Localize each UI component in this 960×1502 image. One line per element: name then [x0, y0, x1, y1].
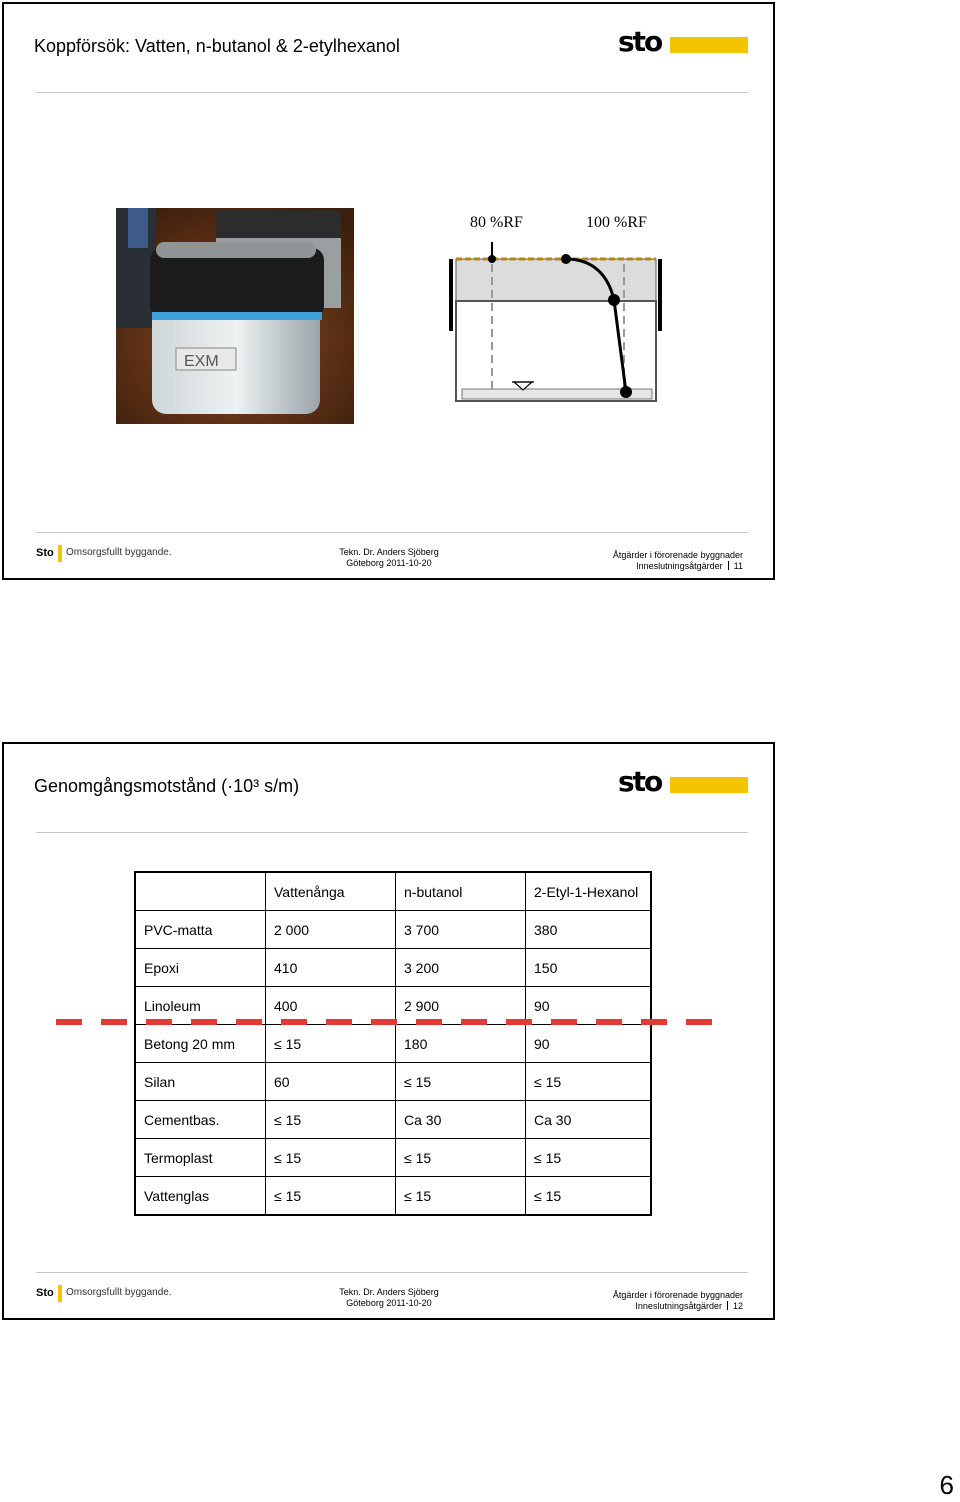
footer-place-date: Göteborg 2011-10-20: [346, 558, 432, 568]
footer-slogan: Omsorgsfullt byggande.: [66, 547, 172, 558]
slide-title: Koppförsök: Vatten, n-butanol & 2-etylhexanol: [34, 36, 400, 56]
table-row: [135, 949, 651, 987]
table-cell: PVC-matta: [135, 911, 266, 949]
moisture-profile-diagram: [442, 204, 672, 414]
footer-divider: [36, 532, 748, 533]
threshold-dashed-line: [56, 1019, 718, 1025]
label-100-rf: 100 %RF: [586, 214, 647, 231]
sto-logo: [618, 25, 748, 58]
sto-logo-text: sto: [618, 25, 662, 58]
slide-title: Genomgångsmotstånd (·10³ s/m): [34, 776, 300, 796]
table-cell: 90: [526, 987, 652, 1025]
footer-brand-bar: [58, 1285, 62, 1302]
table-cell: Termoplast: [135, 1139, 266, 1177]
table-cell: Silan: [135, 1063, 266, 1101]
table-cell: 2 900: [396, 987, 526, 1025]
table-row: [135, 1025, 651, 1063]
table-header-row: [135, 872, 651, 911]
footer-author-block: [304, 547, 474, 569]
table-row: [135, 1063, 651, 1101]
table-row: [135, 1139, 651, 1177]
footer-page-number: 11: [733, 561, 743, 571]
table-cell: ≤ 15: [266, 1101, 396, 1139]
table-header-cell: n-butanol: [396, 872, 526, 911]
table-cell: ≤ 15: [266, 1139, 396, 1177]
table-cell: Ca 30: [526, 1101, 652, 1139]
table-cell: 90: [526, 1025, 652, 1063]
footer-divider: [36, 1272, 748, 1273]
table-cell: 410: [266, 949, 396, 987]
footer-author-block: [304, 1287, 474, 1309]
table-cell: ≤ 15: [526, 1063, 652, 1101]
sto-logo-text: sto: [618, 765, 662, 798]
document-page-number: 6: [939, 1470, 954, 1500]
footer-author: Tekn. Dr. Anders Sjöberg: [339, 1287, 439, 1297]
table-cell: Vattenglas: [135, 1177, 266, 1216]
label-80-rf: 80 %RF: [470, 214, 523, 231]
footer-brand-name: Sto: [36, 547, 54, 559]
table-cell: 60: [266, 1063, 396, 1101]
table-cell: 150: [526, 949, 652, 987]
table-row: [135, 1177, 651, 1216]
resistance-table: [134, 871, 652, 1216]
table-cell: Linoleum: [135, 987, 266, 1025]
footer-separator: [727, 1301, 728, 1310]
table-row: [135, 911, 651, 949]
table-header-cell: [135, 872, 266, 911]
footer-section: Inneslutningsåtgärder: [636, 561, 723, 571]
footer-brand-name: Sto: [36, 1287, 54, 1299]
footer-page-number: 12: [732, 1301, 743, 1311]
footer-brand: [36, 1285, 186, 1303]
table-cell: 3 200: [396, 949, 526, 987]
table-cell: Cementbas.: [135, 1101, 266, 1139]
table-header-cell: Vattenånga: [266, 872, 396, 911]
sto-logo-bar: [670, 37, 748, 53]
footer-slogan: Omsorgsfullt byggande.: [66, 1287, 172, 1298]
footer-separator: [728, 561, 729, 570]
table-header-cell: 2-Etyl-1-Hexanol: [526, 872, 652, 911]
header-divider: [36, 92, 748, 93]
table-cell: ≤ 15: [396, 1139, 526, 1177]
slide-12: [2, 742, 775, 1320]
sto-logo-bar: [670, 777, 748, 793]
table-cell: Epoxi: [135, 949, 266, 987]
table-cell: Ca 30: [396, 1101, 526, 1139]
slide-11: [2, 2, 775, 580]
footer-section: Inneslutningsåtgärder: [635, 1301, 722, 1311]
table-cell: ≤ 15: [526, 1177, 652, 1216]
table-cell: 380: [526, 911, 652, 949]
table-cell: ≤ 15: [266, 1177, 396, 1216]
table-row: [135, 1101, 651, 1139]
footer-author: Tekn. Dr. Anders Sjöberg: [339, 547, 439, 557]
footer-topic: Åtgärder i förorenade byggnader: [612, 550, 743, 560]
footer-topic: Åtgärder i förorenade byggnader: [612, 1290, 743, 1300]
footer-place-date: Göteborg 2011-10-20: [346, 1298, 432, 1308]
table-cell: ≤ 15: [266, 1025, 396, 1063]
table-cell: Betong 20 mm: [135, 1025, 266, 1063]
table-cell: ≤ 15: [526, 1139, 652, 1177]
table-cell: 2 000: [266, 911, 396, 949]
footer-brand: [36, 545, 186, 563]
cup-test-photo: [116, 208, 354, 424]
table-cell: 400: [266, 987, 396, 1025]
footer-brand-bar: [58, 545, 62, 562]
table-cell: ≤ 15: [396, 1177, 526, 1216]
svg-text:EXM: EXM: [184, 353, 219, 370]
table-cell: 180: [396, 1025, 526, 1063]
header-divider: [36, 832, 748, 833]
footer-topic-block: [613, 1290, 743, 1312]
table-cell: ≤ 15: [396, 1063, 526, 1101]
footer-topic-block: [613, 550, 743, 572]
table-cell: 3 700: [396, 911, 526, 949]
sto-logo: [618, 765, 748, 798]
